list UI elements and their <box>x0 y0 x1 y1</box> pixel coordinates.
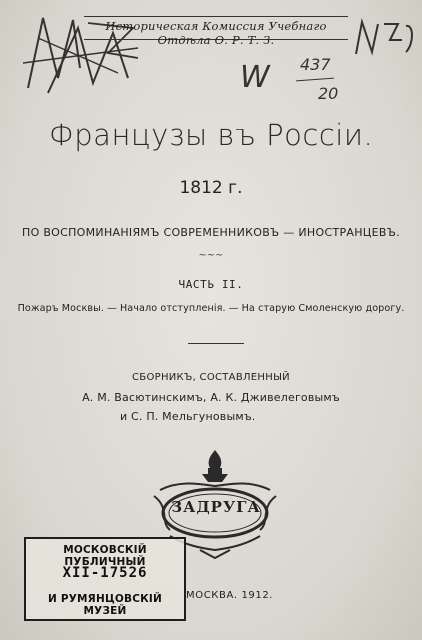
handwritten-mark-top-right <box>348 14 418 64</box>
compiled-by: СБОРНИКЪ, СОСТАВЛЕННЫЙ <box>132 372 290 383</box>
stamp-catalog-number: XII-17526 <box>62 565 148 581</box>
handwritten-number-top: 437 <box>300 55 331 74</box>
stamp-line-3: И РУМЯНЦОВСКІЙ МУЗЕЙ <box>47 593 162 617</box>
imprint: МОСКВА. 1912. <box>186 590 274 601</box>
stamp-line-1: МОСКОВСКІЙ ПУБЛИЧНЫЙ <box>63 544 147 568</box>
header-commission: Историческая Комиссия Учебнаго Отдѣла О. Р. Т. З. <box>105 19 327 47</box>
book-subtitle: ПО ВОСПОМИНАНІЯМЪ СОВРЕМЕННИКОВЪ — ИНОСТРАНЦЕВЪ. <box>22 226 400 239</box>
book-year: 1812 г. <box>179 178 243 198</box>
handwritten-letter: W <box>240 60 270 95</box>
divider-rule <box>188 343 244 344</box>
library-stamp <box>24 537 186 621</box>
ornament-divider: ~~~ <box>198 250 224 261</box>
authors-line-2: и С. П. Мельгуновымъ. <box>120 410 256 423</box>
part-number: ЧАСТЬ II. <box>178 278 244 291</box>
part-contents: Пожаръ Москвы. — Начало отступленія. — На старую Смоленскую дорогу. <box>17 303 405 314</box>
handwritten-fraction-bar <box>296 78 334 82</box>
book-title: Французы въ Россіи. <box>48 118 374 152</box>
handwritten-number-bottom: 20 <box>318 84 339 103</box>
authors-line-1: А. М. Васютинскимъ, А. К. Дживелеговымъ <box>82 391 340 404</box>
publisher-logo-text: ЗАДРУГА <box>171 498 261 516</box>
